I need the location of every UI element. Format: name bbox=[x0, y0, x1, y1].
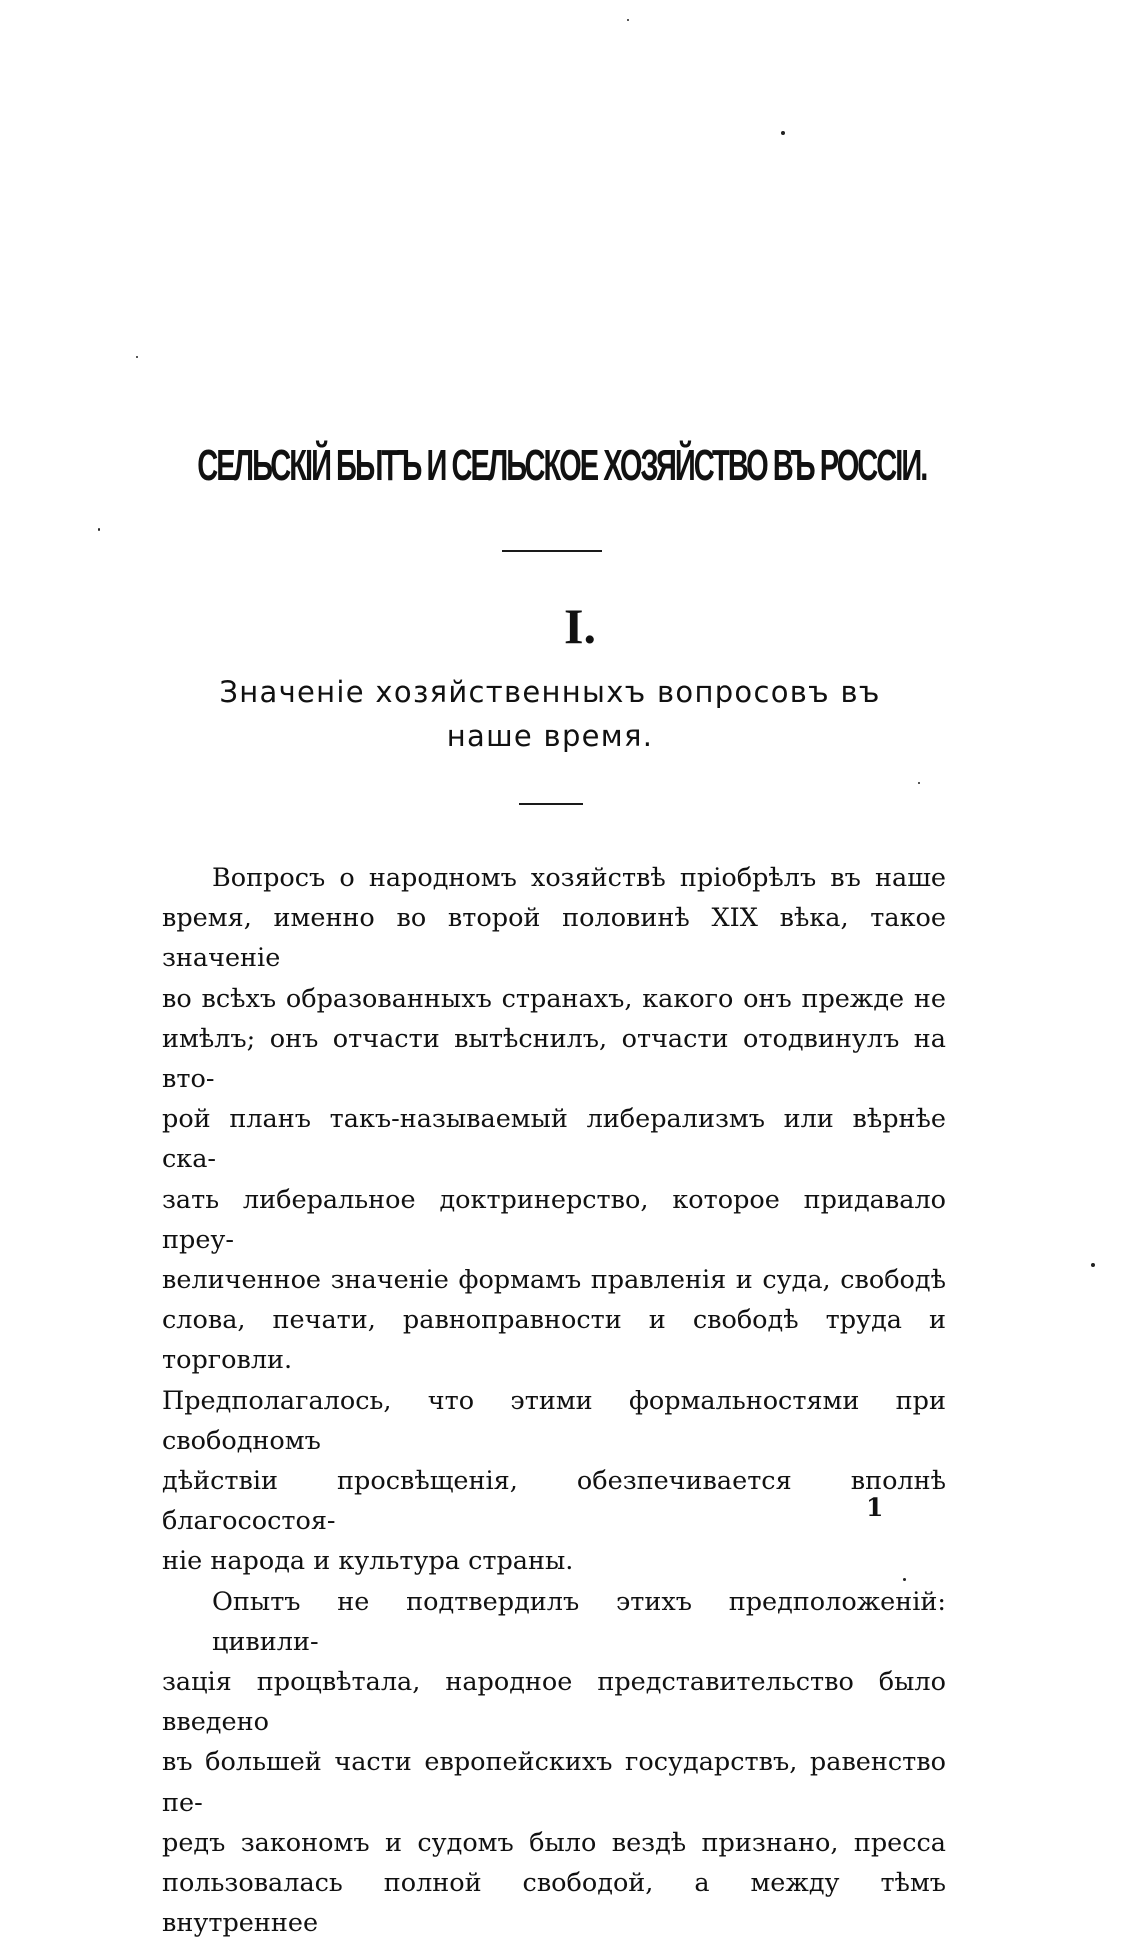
text-line: Предполагалось, что этими формальностями при свободномъ bbox=[162, 1385, 946, 1456]
paragraph-1 bbox=[162, 858, 946, 1582]
chapter-subtitle-line: Значеніе хозяйственныхъ вопросовъ въ bbox=[219, 675, 881, 709]
text-line: рой планъ такъ-называемый либерализмъ или вѣрнѣе ска- bbox=[162, 1104, 946, 1175]
text-line: пользовалась полной свободой, а между тѣмъ внутреннее bbox=[162, 1868, 946, 1939]
subtitle-divider bbox=[519, 803, 583, 805]
text-line: величенное значеніе формамъ правленія и суда, свободѣ bbox=[162, 1265, 946, 1296]
text-line: имѣлъ; онъ отчасти вытѣснилъ, отчасти отодвинулъ на вто- bbox=[162, 1023, 946, 1095]
scan-speck bbox=[781, 131, 785, 135]
text-line-last: ніе народа и культура страны. bbox=[162, 1546, 574, 1577]
paragraph-2 bbox=[162, 1582, 946, 1943]
scan-speck bbox=[98, 528, 100, 531]
chapter-subtitle-line: наше время. bbox=[446, 719, 654, 753]
body-text bbox=[162, 858, 946, 1943]
text-line: время, именно во второй половинѣ XIX вѣка, такое значеніе bbox=[162, 903, 946, 974]
scan-speck bbox=[918, 782, 920, 784]
text-line: въ большей части европейскихъ государствъ, равенство пе- bbox=[162, 1747, 946, 1818]
scan-speck bbox=[627, 19, 629, 21]
scan-speck bbox=[1091, 1263, 1095, 1267]
text-line: редъ закономъ и судомъ было вездѣ признано, пресса bbox=[162, 1827, 946, 1858]
text-line: Вопросъ о народномъ хозяйствѣ пріобрѣлъ въ наше bbox=[212, 863, 946, 893]
text-line: слова, печати, равноправности и свободѣ труда и торговли. bbox=[162, 1305, 946, 1376]
text-line: зація процвѣтала, народное представительство было введено bbox=[162, 1667, 946, 1738]
text-line: зать либеральное доктринерство, которое придавало преу- bbox=[162, 1184, 946, 1255]
text-line: дѣйствіи просвѣщенія, обезпечивается вполнѣ благосостоя- bbox=[162, 1466, 946, 1537]
title-divider bbox=[502, 550, 602, 552]
book-title: СЕЛЬСКІЙ БЫТЪ И СЕЛЬСКОЕ ХОЗЯЙСТВО ВЪ РОССІИ. bbox=[197, 441, 927, 490]
text-line: Опытъ не подтвердилъ этихъ предположеній: цивили- bbox=[212, 1586, 946, 1657]
scan-speck bbox=[136, 356, 138, 358]
chapter-subtitle bbox=[150, 670, 950, 758]
page-number: 1 bbox=[866, 1493, 884, 1522]
text-line: во всѣхъ образованныхъ странахъ, какого онъ прежде не bbox=[162, 983, 946, 1014]
chapter-number: I. bbox=[564, 598, 596, 654]
